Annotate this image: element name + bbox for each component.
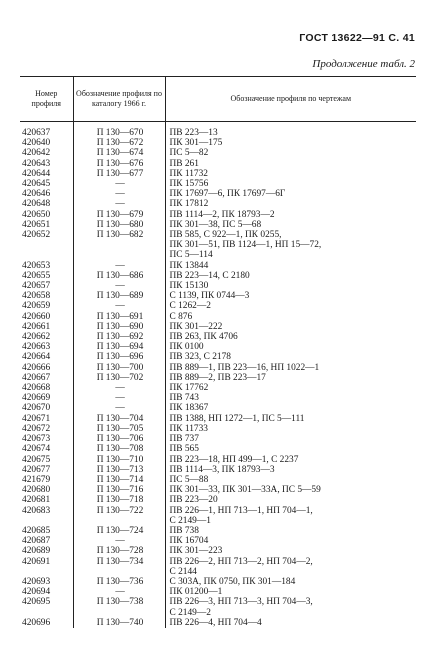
cell-catalog-designation: П 130—722 [73, 506, 165, 516]
cell-drawing-designation: ПК 301—223 [169, 546, 223, 557]
cell-drawing-designation: С 2149—2 [169, 607, 211, 618]
table-row [20, 618, 416, 628]
table-row [20, 608, 416, 618]
cell-drawing-designation: ПК 15130 [169, 281, 209, 292]
table-row [20, 424, 416, 434]
cell-catalog-designation [73, 250, 165, 260]
cell-drawing-designation: ПК 0100 [169, 342, 204, 353]
table-row [20, 485, 416, 495]
cell-drawing-designation: ПК 11732 [169, 168, 208, 179]
table-row [20, 536, 416, 546]
cell-profile-number: 420683 [22, 505, 51, 516]
table-row [20, 363, 416, 373]
cell-profile-number: 420658 [22, 291, 51, 302]
cell-drawing-designation: ПВ 737 [169, 434, 199, 445]
cell-drawing-designation: ПК 16704 [169, 536, 209, 547]
cell-catalog-designation [73, 567, 165, 577]
cell-drawing-designation: С 303А, ПК 0750, ПК 301—184 [169, 576, 296, 587]
cell-catalog-designation: П 130—708 [73, 444, 165, 454]
cell-catalog-designation: — [73, 383, 165, 393]
cell-catalog-designation: П 130—724 [73, 526, 165, 536]
table-row [20, 506, 416, 516]
cell-drawing-designation: ПВ 585, С 922—1, ПК 0255, [169, 230, 282, 241]
cell-catalog-designation [73, 516, 165, 526]
cell-drawing-designation: ПВ 226—4, НП 704—4 [169, 617, 262, 628]
table-row [20, 597, 416, 607]
table-row [20, 495, 416, 505]
cell-catalog-designation: П 130—694 [73, 342, 165, 352]
table-body [20, 122, 416, 628]
cell-drawing-designation: ПК 17697—6, ПК 17697—6Г [169, 189, 286, 200]
cell-catalog-designation: П 130—700 [73, 363, 165, 373]
table-row [20, 230, 416, 240]
cell-drawing-designation: ПК 01200—1 [169, 587, 223, 598]
cell-catalog-designation [73, 608, 165, 618]
table-row [20, 557, 416, 567]
cell-profile-number: 420671 [22, 413, 51, 424]
cell-catalog-designation: П 130—682 [73, 230, 165, 240]
cell-catalog-designation: П 130—676 [73, 159, 165, 169]
cell-profile-number: 420674 [22, 444, 51, 455]
cell-profile-number: 420689 [22, 546, 51, 557]
document-header: ГОСТ 13622—91 С. 41 [299, 32, 415, 44]
table-row [20, 148, 416, 158]
cell-profile-number: 420673 [22, 434, 51, 445]
table-row [20, 291, 416, 301]
cell-catalog-designation: — [73, 261, 165, 271]
cell-catalog-designation: П 130—692 [73, 332, 165, 342]
table-row [20, 393, 416, 403]
cell-profile-number [20, 516, 73, 526]
cell-drawing-designation: ПВ 261 [169, 158, 199, 169]
cell-profile-number: 420662 [22, 332, 51, 343]
cell-profile-number: 420651 [22, 219, 51, 230]
cell-catalog-designation: П 130—691 [73, 312, 165, 322]
cell-profile-number: 420664 [22, 352, 51, 363]
cell-profile-number: 420663 [22, 342, 51, 353]
table-row [20, 352, 416, 362]
table-row [20, 587, 416, 597]
cell-profile-number [20, 567, 73, 577]
cell-catalog-designation: — [73, 403, 165, 413]
table-row [20, 122, 416, 139]
cell-profile-number: 420659 [22, 301, 51, 312]
table-row [20, 179, 416, 189]
cell-drawing-designation: ПВ 226—1, НП 713—1, НП 704—1, [169, 505, 313, 516]
cell-catalog-designation: П 130—686 [73, 271, 165, 281]
cell-profile-number: 420670 [22, 403, 51, 414]
cell-catalog-designation: — [73, 189, 165, 199]
cell-catalog-designation: П 130—704 [73, 414, 165, 424]
cell-profile-number: 420694 [22, 587, 51, 598]
table-continuation-label: Продолжение табл. 2 [312, 58, 415, 70]
cell-profile-number: 420661 [22, 321, 51, 332]
cell-drawing-designation: С 876 [169, 311, 193, 322]
cell-profile-number: 420645 [22, 179, 51, 190]
cell-catalog-designation: П 130—706 [73, 434, 165, 444]
table-row [20, 516, 416, 526]
cell-profile-number: 420669 [22, 393, 51, 404]
table-row [20, 159, 416, 169]
cell-catalog-designation: П 130—728 [73, 546, 165, 556]
cell-catalog-designation: П 130—702 [73, 373, 165, 383]
cell-profile-number: 420646 [22, 189, 51, 200]
cell-catalog-designation: — [73, 536, 165, 546]
cell-catalog-designation: П 130—690 [73, 322, 165, 332]
cell-profile-number [20, 608, 73, 618]
cell-drawing-designation: С 2144 [169, 566, 197, 577]
table-row [20, 271, 416, 281]
cell-drawing-designation: ПК 15756 [169, 179, 209, 190]
table-row [20, 465, 416, 475]
cell-profile-number: 420681 [22, 495, 51, 506]
table-row [20, 455, 416, 465]
cell-catalog-designation: — [73, 199, 165, 209]
table-row [20, 444, 416, 454]
cell-profile-number: 421679 [22, 474, 51, 485]
cell-profile-number: 420660 [22, 311, 51, 322]
cell-profile-number: 420695 [22, 597, 51, 608]
cell-drawing-designation: ПК 301—51, ПВ 1124—1, НП 15—72, [169, 240, 322, 251]
cell-drawing-designation: ПК 17762 [169, 383, 209, 394]
cell-drawing-designation: ПК 11733 [169, 423, 208, 434]
table-row [20, 199, 416, 209]
cell-catalog-designation: — [73, 281, 165, 291]
cell-drawing-designation: ПВ 738 [169, 525, 199, 536]
table-row [20, 220, 416, 230]
cell-profile-number: 420672 [22, 423, 51, 434]
cell-catalog-designation: П 130—679 [73, 210, 165, 220]
column-header-drawing: Обозначение профиля по чертежам [165, 77, 416, 122]
cell-catalog-designation: П 130—716 [73, 485, 165, 495]
table-row [20, 169, 416, 179]
table-row [20, 373, 416, 383]
cell-drawing-designation: ПС 5—82 [169, 148, 209, 159]
cell-profile-number: 420657 [22, 281, 51, 292]
cell-catalog-designation: — [73, 587, 165, 597]
table-row [20, 403, 416, 413]
cell-profile-number [20, 240, 73, 250]
cell-catalog-designation: П 130—670 [73, 122, 165, 139]
table-row [20, 240, 416, 250]
cell-catalog-designation: П 130—738 [73, 597, 165, 607]
cell-drawing-designation: ПВ 223—14, С 2180 [169, 270, 250, 281]
cell-profile-number: 420644 [22, 168, 51, 179]
table-row [20, 342, 416, 352]
cell-profile-number: 420643 [22, 158, 51, 169]
cell-catalog-designation: П 130—674 [73, 148, 165, 158]
cell-drawing-designation: ПК 17812 [169, 199, 209, 210]
cell-catalog-designation: П 130—696 [73, 352, 165, 362]
cell-drawing-designation: ПВ 889—2, ПВ 223—17 [169, 372, 266, 383]
table-row [20, 332, 416, 342]
cell-profile-number: 420667 [22, 372, 51, 383]
cell-profile-number: 420637 [22, 128, 51, 138]
cell-profile-number: 420640 [22, 138, 51, 149]
cell-profile-number: 420650 [22, 209, 51, 220]
cell-profile-number: 420653 [22, 260, 51, 271]
table-row [20, 261, 416, 271]
cell-catalog-designation: П 130—714 [73, 475, 165, 485]
cell-profile-number: 420642 [22, 148, 51, 159]
table-row [20, 189, 416, 199]
cell-catalog-designation: П 130—677 [73, 169, 165, 179]
table-header [20, 77, 416, 122]
cell-profile-number: 420666 [22, 362, 51, 373]
cell-profile-number: 420668 [22, 383, 51, 394]
column-header-number: Номер профиля [20, 77, 73, 122]
cell-drawing-designation: ПВ 223—20 [169, 495, 218, 506]
table-row [20, 475, 416, 485]
cell-catalog-designation: П 130—705 [73, 424, 165, 434]
cell-profile-number: 420693 [22, 576, 51, 587]
profile-table [20, 76, 416, 628]
cell-catalog-designation: П 130—710 [73, 455, 165, 465]
cell-drawing-designation: ПВ 323, С 2178 [169, 352, 231, 363]
table-row [20, 210, 416, 220]
cell-drawing-designation: ПС 5—88 [169, 474, 209, 485]
table-row [20, 301, 416, 311]
profile-table-container [20, 76, 416, 628]
cell-drawing-designation: ПВ 743 [169, 393, 199, 404]
cell-drawing-designation: ПВ 226—3, НП 713—3, НП 704—3, [169, 597, 313, 608]
cell-catalog-designation [73, 240, 165, 250]
cell-drawing-designation: ПК 13844 [169, 260, 209, 271]
cell-catalog-designation: П 130—680 [73, 220, 165, 230]
cell-drawing-designation: С 1139, ПК 0744—3 [169, 291, 250, 302]
cell-profile-number: 420696 [22, 617, 51, 628]
table-row [20, 312, 416, 322]
cell-profile-number: 420648 [22, 199, 51, 210]
table-row [20, 526, 416, 536]
cell-catalog-designation: П 130—672 [73, 138, 165, 148]
cell-catalog-designation: — [73, 393, 165, 403]
table-row [20, 434, 416, 444]
cell-drawing-designation: ПК 301—38, ПС 5—68 [169, 219, 262, 230]
table-row [20, 577, 416, 587]
cell-drawing-designation: ПВ 1114—3, ПК 18793—3 [169, 464, 275, 475]
table-row [20, 138, 416, 148]
cell-profile-number: 420685 [22, 525, 51, 536]
cell-profile-number: 420655 [22, 270, 51, 281]
cell-drawing-designation: ПВ 226—2, НП 713—2, НП 704—2, [169, 556, 313, 567]
cell-catalog-designation: П 130—718 [73, 495, 165, 505]
cell-drawing-designation: ПВ 1114—2, ПК 18793—2 [169, 209, 275, 220]
cell-drawing-designation: ПВ 1388, НП 1272—1, ПС 5—111 [169, 413, 305, 424]
cell-drawing-designation: С 2149—1 [169, 515, 211, 526]
cell-drawing-designation: ПВ 889—1, ПВ 223—16, НП 1022—1 [169, 362, 320, 373]
cell-catalog-designation: П 130—689 [73, 291, 165, 301]
table-row [20, 281, 416, 291]
cell-profile-number: 420680 [22, 485, 51, 496]
cell-profile-number: 420652 [22, 230, 51, 241]
column-header-catalog: Обозначение профиля по каталогу 1966 г. [73, 77, 165, 122]
cell-profile-number: 420675 [22, 454, 51, 465]
table-row [20, 567, 416, 577]
cell-catalog-designation: — [73, 179, 165, 189]
cell-drawing-designation: С 1262—2 [169, 301, 211, 312]
cell-profile-number: 420691 [22, 556, 51, 567]
cell-drawing-designation: ПВ 565 [169, 444, 199, 455]
cell-profile-number [20, 250, 73, 260]
cell-catalog-designation: П 130—713 [73, 465, 165, 475]
table-row [20, 322, 416, 332]
cell-drawing-designation: ПК 301—33, ПК 301—33А, ПС 5—59 [169, 485, 321, 496]
cell-drawing-designation: ПК 301—175 [169, 138, 223, 149]
cell-drawing-designation: ПК 18367 [169, 403, 209, 414]
table-row [20, 250, 416, 260]
cell-drawing-designation: ПВ 223—18, НП 499—1, С 2237 [169, 454, 299, 465]
cell-catalog-designation: П 130—736 [73, 577, 165, 587]
table-row [20, 414, 416, 424]
cell-catalog-designation: — [73, 301, 165, 311]
cell-drawing-designation: ПВ 223—13 [169, 128, 218, 138]
cell-profile-number: 420677 [22, 464, 51, 475]
cell-drawing-designation: ПВ 263, ПК 4706 [169, 332, 238, 343]
table-row [20, 546, 416, 556]
table-row [20, 383, 416, 393]
cell-catalog-designation: П 130—734 [73, 557, 165, 567]
cell-drawing-designation: ПК 301—222 [169, 321, 223, 332]
cell-drawing-designation: ПС 5—114 [169, 250, 213, 261]
cell-catalog-designation: П 130—740 [73, 618, 165, 628]
cell-profile-number: 420687 [22, 536, 51, 547]
